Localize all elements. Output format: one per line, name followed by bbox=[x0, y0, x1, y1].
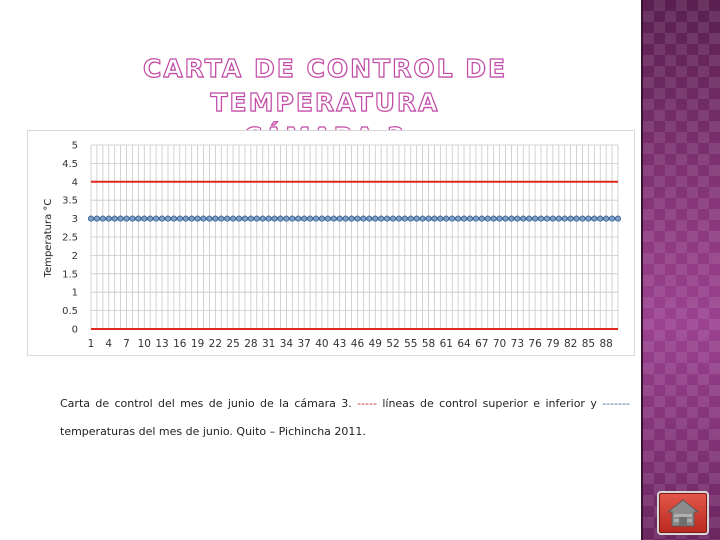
x-tick-label: 19 bbox=[190, 338, 205, 350]
y-tick-label: 5 bbox=[71, 140, 78, 152]
data-point bbox=[604, 216, 609, 221]
data-point bbox=[278, 216, 283, 221]
x-tick-label: 22 bbox=[208, 338, 223, 350]
data-point bbox=[112, 216, 117, 221]
x-tick-label: 16 bbox=[173, 338, 187, 350]
data-point bbox=[521, 216, 526, 221]
data-point bbox=[538, 216, 543, 221]
data-point bbox=[444, 216, 449, 221]
control-chart bbox=[27, 130, 635, 356]
data-point bbox=[396, 216, 401, 221]
data-point bbox=[201, 216, 206, 221]
x-tick-label: 10 bbox=[137, 338, 151, 350]
data-point bbox=[124, 216, 129, 221]
data-point bbox=[296, 216, 301, 221]
y-tick-label: 0.5 bbox=[62, 306, 78, 318]
chart-grid bbox=[91, 145, 618, 329]
x-tick-label: 43 bbox=[333, 338, 347, 350]
data-point bbox=[355, 216, 360, 221]
data-point bbox=[456, 216, 461, 221]
x-tick-label: 61 bbox=[439, 338, 453, 350]
x-tick-label: 82 bbox=[563, 338, 578, 350]
data-point bbox=[195, 216, 200, 221]
y-tick-label: 4.5 bbox=[62, 158, 78, 170]
data-point bbox=[219, 216, 224, 221]
data-point bbox=[325, 216, 330, 221]
data-point bbox=[473, 216, 478, 221]
data-point bbox=[527, 216, 532, 221]
x-tick-label: 70 bbox=[492, 338, 507, 350]
data-point bbox=[100, 216, 105, 221]
data-point bbox=[130, 216, 135, 221]
data-point bbox=[171, 216, 176, 221]
y-tick-label: 1 bbox=[71, 287, 78, 299]
data-point bbox=[349, 216, 354, 221]
x-tick-label: 46 bbox=[350, 338, 365, 350]
x-tick-label: 4 bbox=[105, 338, 113, 350]
data-point bbox=[450, 216, 455, 221]
data-point bbox=[165, 216, 170, 221]
slide-title-line1: CARTA DE CONTROL DE TEMPERATURA bbox=[142, 54, 508, 117]
y-axis-label: Temperatura °C bbox=[43, 198, 54, 278]
x-tick-label: 58 bbox=[421, 338, 436, 350]
caption-text-3: temperaturas del mes de junio. Quito – Pichincha 2011. bbox=[60, 425, 366, 438]
data-point bbox=[154, 216, 159, 221]
data-point bbox=[615, 216, 620, 221]
data-point bbox=[231, 216, 236, 221]
x-tick-label: 49 bbox=[368, 338, 382, 350]
y-tick-label: 0 bbox=[71, 324, 78, 336]
data-point bbox=[272, 216, 277, 221]
x-tick-label: 79 bbox=[546, 338, 560, 350]
data-point bbox=[533, 216, 538, 221]
data-point bbox=[331, 216, 336, 221]
data-point bbox=[598, 216, 603, 221]
data-point bbox=[290, 216, 295, 221]
data-point bbox=[379, 216, 384, 221]
y-tick-label: 1.5 bbox=[62, 269, 78, 281]
data-point bbox=[225, 216, 230, 221]
data-point bbox=[562, 216, 567, 221]
data-point bbox=[373, 216, 378, 221]
data-point bbox=[242, 216, 247, 221]
x-tick-label: 28 bbox=[244, 338, 258, 350]
data-point bbox=[106, 216, 111, 221]
data-point bbox=[343, 216, 348, 221]
x-tick-label: 40 bbox=[315, 338, 329, 350]
data-point bbox=[189, 216, 194, 221]
x-tick-label: 76 bbox=[528, 338, 542, 350]
x-tick-label: 13 bbox=[155, 338, 169, 350]
data-point bbox=[592, 216, 597, 221]
caption-text-2: líneas de control superior e inferior y bbox=[376, 397, 603, 410]
data-point bbox=[420, 216, 425, 221]
x-tick-label: 64 bbox=[457, 338, 471, 350]
x-tick-label: 25 bbox=[226, 338, 240, 350]
data-point bbox=[438, 216, 443, 221]
data-point bbox=[302, 216, 307, 221]
data-point bbox=[307, 216, 312, 221]
data-point bbox=[254, 216, 259, 221]
data-point bbox=[586, 216, 591, 221]
data-point bbox=[266, 216, 271, 221]
y-tick-label: 2.5 bbox=[62, 232, 78, 244]
data-point bbox=[213, 216, 218, 221]
control-chart-svg bbox=[28, 131, 636, 357]
data-point bbox=[390, 216, 395, 221]
data-point bbox=[515, 216, 520, 221]
data-point bbox=[337, 216, 342, 221]
data-point bbox=[556, 216, 561, 221]
data-point bbox=[136, 216, 141, 221]
data-point bbox=[177, 216, 182, 221]
x-axis-ticks bbox=[88, 338, 613, 350]
data-point bbox=[497, 216, 502, 221]
data-point bbox=[414, 216, 419, 221]
data-point bbox=[260, 216, 265, 221]
data-point bbox=[402, 216, 407, 221]
x-tick-label: 88 bbox=[599, 338, 613, 350]
x-tick-label: 73 bbox=[510, 338, 525, 350]
data-point bbox=[509, 216, 514, 221]
data-point bbox=[384, 216, 389, 221]
data-point bbox=[467, 216, 472, 221]
data-point bbox=[142, 216, 147, 221]
x-tick-label: 52 bbox=[386, 338, 400, 350]
data-point bbox=[148, 216, 153, 221]
data-point bbox=[313, 216, 318, 221]
data-point bbox=[284, 216, 289, 221]
data-point bbox=[367, 216, 372, 221]
data-point bbox=[580, 216, 585, 221]
data-point bbox=[503, 216, 508, 221]
caption-text-1: Carta de control del mes de junio de la cámara 3. bbox=[60, 397, 358, 410]
data-point bbox=[461, 216, 466, 221]
caption-control-line-sample: ----- bbox=[357, 397, 377, 410]
data-point bbox=[361, 216, 366, 221]
data-point bbox=[574, 216, 579, 221]
x-tick-label: 37 bbox=[297, 338, 311, 350]
chart-caption bbox=[60, 390, 630, 446]
data-point bbox=[88, 216, 93, 221]
data-point bbox=[544, 216, 549, 221]
data-point bbox=[207, 216, 212, 221]
decorative-side-panel bbox=[641, 0, 720, 540]
data-point bbox=[609, 216, 614, 221]
data-point bbox=[118, 216, 123, 221]
y-tick-label: 2 bbox=[71, 250, 78, 262]
x-tick-label: 55 bbox=[404, 338, 418, 350]
x-tick-label: 31 bbox=[261, 338, 276, 350]
x-tick-label: 1 bbox=[87, 338, 95, 350]
x-tick-label: 85 bbox=[581, 338, 596, 350]
data-point bbox=[485, 216, 490, 221]
data-point bbox=[491, 216, 496, 221]
data-point bbox=[426, 216, 431, 221]
x-tick-label: 34 bbox=[279, 338, 294, 350]
data-point bbox=[432, 216, 437, 221]
data-point bbox=[550, 216, 555, 221]
data-point bbox=[479, 216, 484, 221]
y-tick-label: 4 bbox=[71, 177, 78, 189]
data-point bbox=[568, 216, 573, 221]
y-tick-label: 3 bbox=[71, 214, 78, 226]
x-tick-label: 7 bbox=[123, 338, 130, 350]
y-tick-label: 3.5 bbox=[62, 195, 78, 207]
data-point bbox=[319, 216, 324, 221]
caption-series-line-sample: ------- bbox=[602, 397, 630, 410]
data-point bbox=[94, 216, 99, 221]
home-button[interactable] bbox=[657, 491, 709, 535]
home-icon bbox=[667, 498, 699, 528]
data-point bbox=[248, 216, 253, 221]
data-point bbox=[236, 216, 241, 221]
data-point bbox=[183, 216, 188, 221]
data-point bbox=[408, 216, 413, 221]
x-tick-label: 67 bbox=[475, 338, 489, 350]
data-point bbox=[159, 216, 164, 221]
y-axis-ticks bbox=[62, 141, 78, 336]
temperature-series bbox=[88, 216, 620, 221]
